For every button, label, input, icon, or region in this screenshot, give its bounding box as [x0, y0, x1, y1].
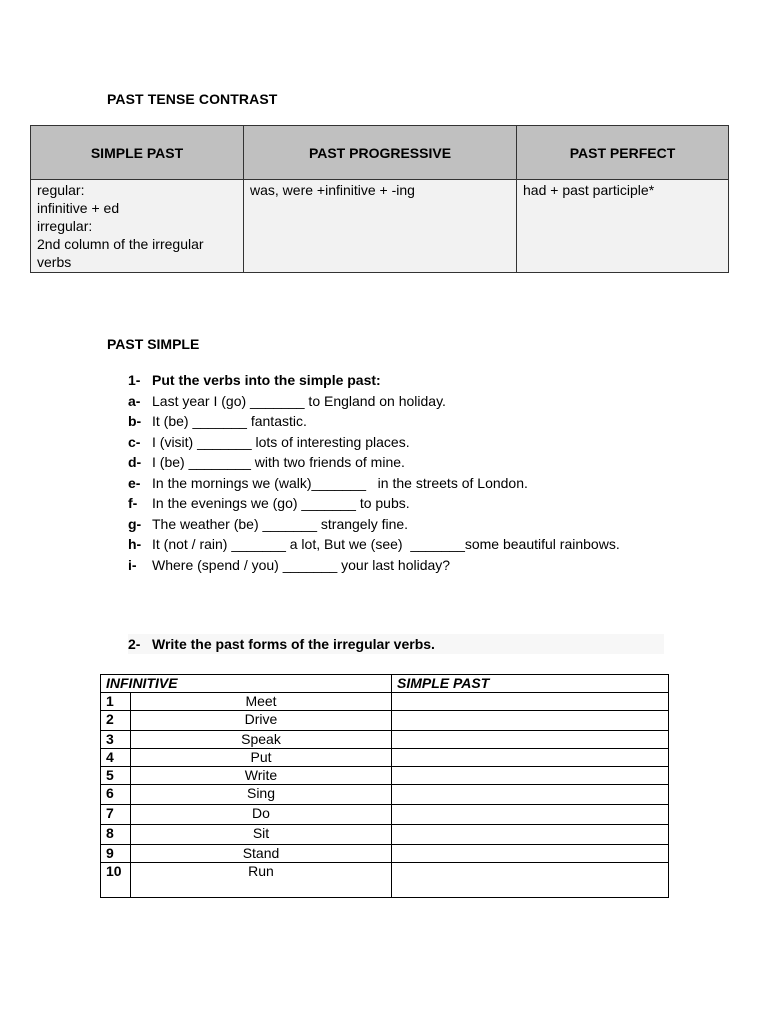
infinitive-cell: Stand: [131, 845, 392, 863]
answer-cell[interactable]: [392, 693, 669, 711]
item-key: g-: [128, 515, 142, 532]
table-row: [101, 863, 669, 898]
list-item: [128, 473, 620, 494]
table-header-row: [31, 126, 729, 180]
answer-cell[interactable]: [392, 863, 669, 898]
answer-cell[interactable]: [392, 825, 669, 845]
exercise-number: 2-: [128, 636, 141, 652]
answer-cell[interactable]: [392, 767, 669, 785]
item-key: i-: [128, 556, 137, 573]
item-text: Last year I (go) _______ to England on holiday.: [152, 392, 446, 409]
item-key: b-: [128, 413, 142, 430]
infinitive-cell: Speak: [131, 731, 392, 749]
item-text: I (be) ________ with two friends of mine.: [152, 454, 405, 471]
table-row: [101, 731, 669, 749]
item-text: In the evenings we (go) _______ to pubs.: [152, 495, 410, 512]
infinitive-cell: Do: [131, 805, 392, 825]
infinitive-cell: Put: [131, 749, 392, 767]
table-row: [101, 749, 669, 767]
table-row: [101, 845, 669, 863]
table-row: [101, 805, 669, 825]
row-number: 8: [101, 825, 131, 845]
answer-cell[interactable]: [392, 731, 669, 749]
answer-cell[interactable]: [392, 711, 669, 731]
answer-cell[interactable]: [392, 845, 669, 863]
item-text: It (not / rain) _______ a lot, But we (see) _______some beautiful rainbows.: [152, 536, 620, 553]
page-title: PAST TENSE CONTRAST: [107, 91, 278, 107]
list-item: [128, 452, 620, 473]
header-simple-past: SIMPLE PAST: [31, 126, 244, 180]
table-row: [101, 767, 669, 785]
row-number: 4: [101, 749, 131, 767]
exercise-number: 1-: [128, 372, 141, 389]
item-text: In the mornings we (walk)_______ in the streets of London.: [152, 474, 528, 491]
item-text: Where (spend / you) _______ your last holiday?: [152, 556, 451, 573]
answer-cell[interactable]: [392, 785, 669, 805]
irregular-verbs-table: [100, 674, 669, 898]
header-past-perfect: PAST PERFECT: [517, 126, 729, 180]
exercise-instruction: Write the past forms of the irregular verbs.: [152, 636, 435, 652]
item-text: I (visit) _______ lots of interesting places.: [152, 433, 410, 450]
item-key: h-: [128, 536, 142, 553]
header-infinitive: INFINITIVE: [101, 675, 392, 693]
infinitive-cell: Meet: [131, 693, 392, 711]
item-text: The weather (be) _______ strangely fine.: [152, 515, 409, 532]
infinitive-cell: Drive: [131, 711, 392, 731]
exercise-1-instruction-row: [128, 370, 620, 391]
cell-simple-past: regular: infinitive + ed irregular: 2nd column of the irregular verbs: [31, 180, 244, 273]
table-row: [101, 825, 669, 845]
table-row: [31, 180, 729, 273]
list-item: [128, 555, 620, 576]
infinitive-cell: Sit: [131, 825, 392, 845]
row-number: 6: [101, 785, 131, 805]
cell-past-perfect: had + past participle*: [517, 180, 729, 273]
infinitive-cell: Write: [131, 767, 392, 785]
cell-past-progressive: was, were +infinitive + -ing: [244, 180, 517, 273]
exercise-instruction: Put the verbs into the simple past:: [152, 372, 381, 389]
row-number: 5: [101, 767, 131, 785]
answer-cell[interactable]: [392, 805, 669, 825]
row-number: 9: [101, 845, 131, 863]
item-key: e-: [128, 474, 141, 491]
list-item: [128, 514, 620, 535]
infinitive-cell: Run: [131, 863, 392, 898]
item-key: d-: [128, 454, 142, 471]
header-past-progressive: PAST PROGRESSIVE: [244, 126, 517, 180]
row-number: 1: [101, 693, 131, 711]
item-text: It (be) _______ fantastic.: [152, 413, 307, 430]
tense-contrast-table: [30, 125, 729, 273]
header-simple-past: SIMPLE PAST: [392, 675, 669, 693]
list-item: [128, 432, 620, 453]
answer-cell[interactable]: [392, 749, 669, 767]
list-item: [128, 493, 620, 514]
table-row: [101, 693, 669, 711]
list-item: [128, 534, 620, 555]
infinitive-cell: Sing: [131, 785, 392, 805]
item-key: c-: [128, 433, 141, 450]
table-header-row: [101, 675, 669, 693]
list-item: [128, 391, 620, 412]
item-key: a-: [128, 392, 141, 409]
list-item: [128, 411, 620, 432]
section-title: PAST SIMPLE: [107, 336, 200, 352]
table-row: [101, 785, 669, 805]
row-number: 3: [101, 731, 131, 749]
table-row: [101, 711, 669, 731]
row-number: 7: [101, 805, 131, 825]
exercise-2-instruction-row: [128, 634, 664, 654]
exercise-1: [128, 370, 620, 575]
row-number: 2: [101, 711, 131, 731]
row-number: 10: [101, 863, 131, 898]
item-key: f-: [128, 495, 138, 512]
